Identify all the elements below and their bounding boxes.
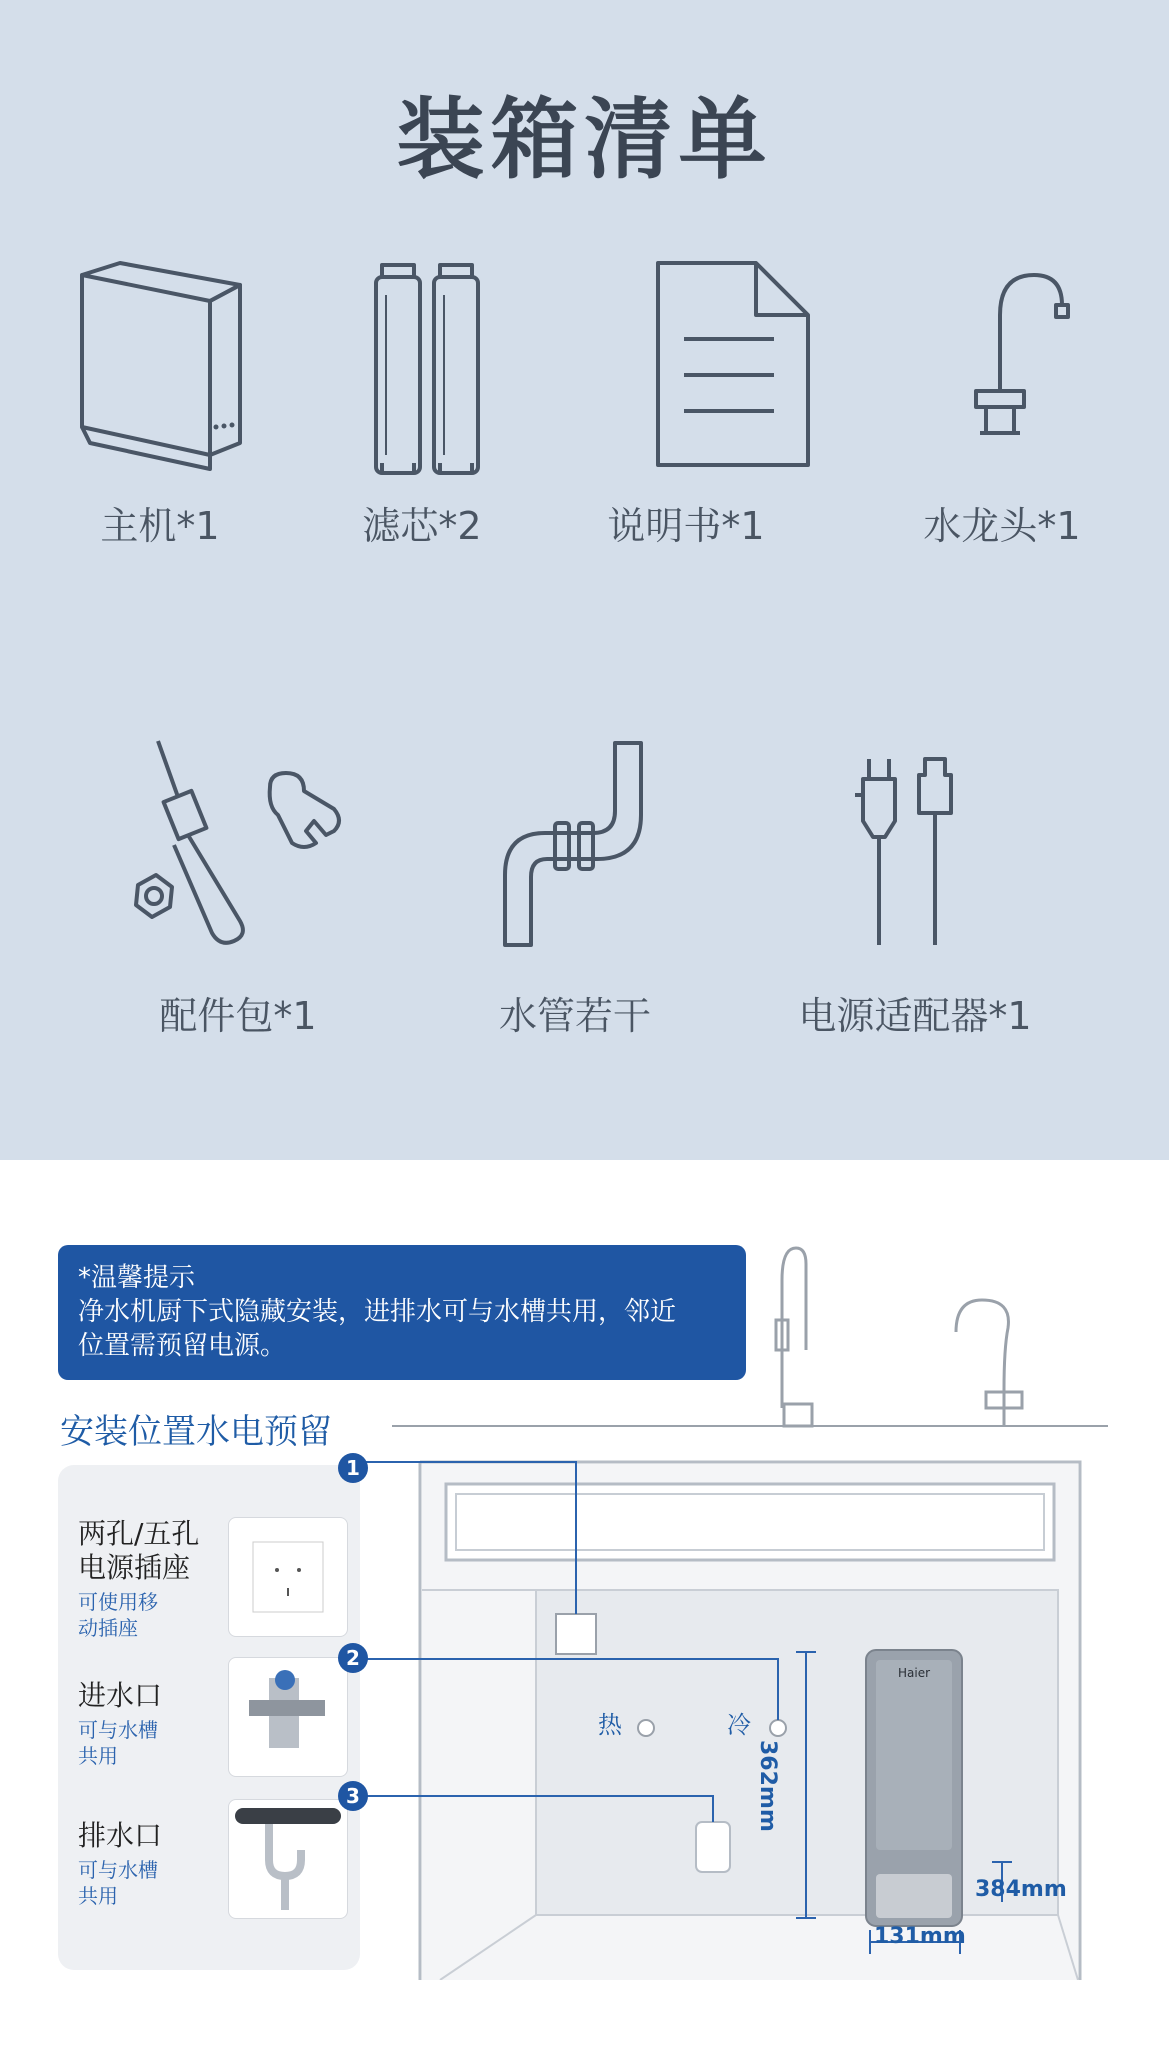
cold-label: 冷 xyxy=(727,1711,751,1739)
wall-socket-icon xyxy=(556,1614,596,1654)
manual-document-icon xyxy=(556,255,816,485)
row-title: 两孔/五孔 xyxy=(78,1517,200,1550)
dimension-width: 131mm xyxy=(874,1924,966,1949)
item-main-unit xyxy=(30,255,290,555)
purifier-unit-icon xyxy=(30,255,290,485)
item-manual xyxy=(556,255,816,555)
filter-cartridge-icon xyxy=(292,255,552,485)
item-power-adapter xyxy=(785,735,1045,1038)
item-faucet xyxy=(872,255,1132,555)
tool-kit-icon xyxy=(108,735,368,965)
item-label: 滤芯*2 xyxy=(362,504,482,548)
row-sub: 共用 xyxy=(78,1744,118,1768)
callout-number: 3 xyxy=(338,1781,368,1811)
callout-number: 2 xyxy=(338,1643,368,1673)
row-sub: 共用 xyxy=(78,1884,118,1908)
row-title: 电源插座 xyxy=(78,1551,191,1584)
dimension-depth: 384mm xyxy=(975,1877,1067,1902)
water-pipe-icon xyxy=(445,735,705,965)
drain-thumbnail xyxy=(228,1799,348,1919)
tip-line: 净水机厨下式隐藏安装，进排水可与水槽共用，邻近 xyxy=(78,1297,677,1327)
item-water-pipe xyxy=(445,735,705,1038)
hot-label: 热 xyxy=(598,1711,622,1739)
power-adapter-icon xyxy=(785,735,1045,965)
tip-heading: *温馨提示 xyxy=(78,1263,196,1293)
page-title: 装箱清单 xyxy=(396,88,773,191)
item-accessories xyxy=(108,735,368,1038)
item-label: 水龙头*1 xyxy=(923,504,1081,548)
row-title: 排水口 xyxy=(78,1819,163,1852)
socket-thumbnail xyxy=(228,1517,348,1637)
callout-number: 1 xyxy=(338,1453,368,1483)
pullout-faucet-icon xyxy=(776,1248,812,1426)
install-legend-panel xyxy=(58,1456,360,1970)
cold-valve-icon xyxy=(770,1720,786,1736)
install-title: 安装位置水电预留 xyxy=(60,1412,332,1452)
row-sub: 可与水槽 xyxy=(78,1858,158,1882)
item-label: 说明书*1 xyxy=(607,504,765,548)
tip-line: 位置需预留电源。 xyxy=(78,1331,287,1361)
faucet-icon xyxy=(872,255,1132,485)
item-filter xyxy=(292,255,552,555)
dimension-height: 362mm xyxy=(755,1740,780,1832)
item-label: 配件包*1 xyxy=(159,994,317,1038)
item-label: 主机*1 xyxy=(100,504,220,548)
row-sub: 可与水槽 xyxy=(78,1718,158,1742)
sink-faucet-icon xyxy=(956,1300,1022,1426)
item-label: 电源适配器*1 xyxy=(798,994,1032,1038)
inlet-valve-thumbnail xyxy=(228,1657,348,1777)
row-sub: 可使用移 xyxy=(78,1590,158,1614)
drain-icon xyxy=(696,1822,730,1872)
hot-valve-icon xyxy=(638,1720,654,1736)
item-label: 水管若干 xyxy=(498,994,651,1038)
row-sub: 动插座 xyxy=(78,1616,138,1640)
brand-logo: Haier xyxy=(898,1666,931,1680)
row-title: 进水口 xyxy=(78,1679,163,1712)
